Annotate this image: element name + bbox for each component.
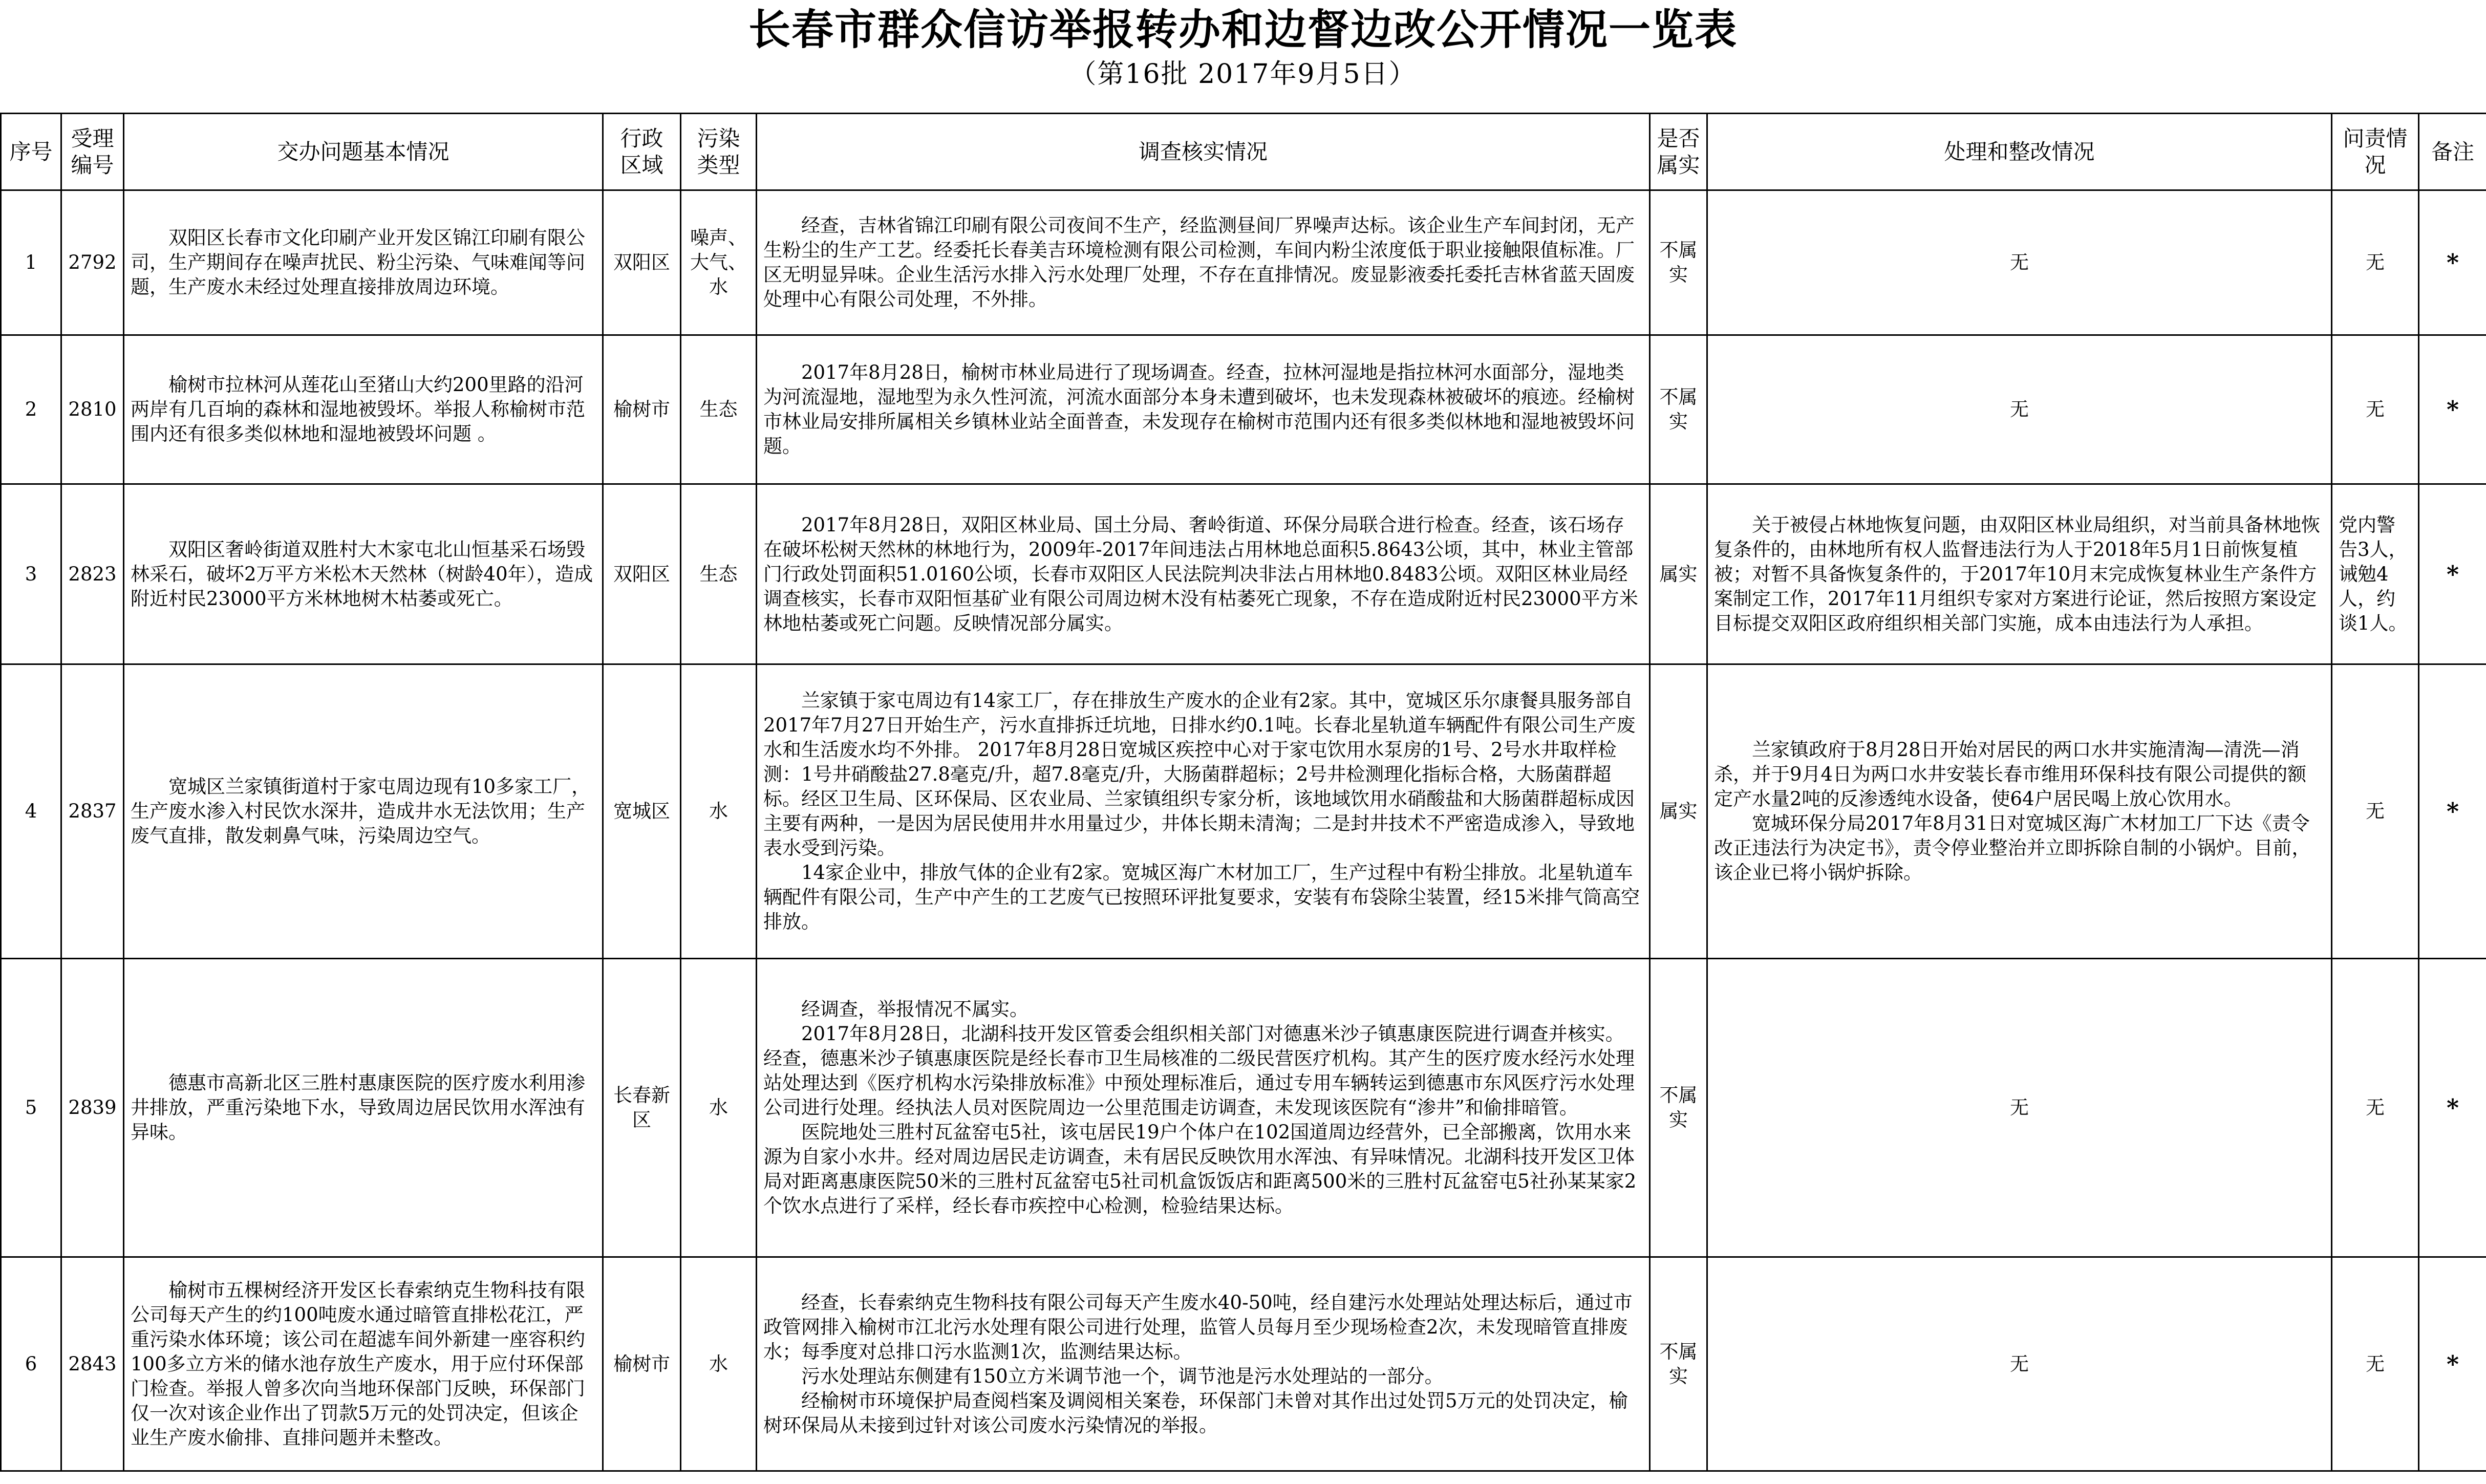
row-investigation-paragraph: 经榆树市环境保护局查阅档案及调阅相关案卷，环保部门未曾对其作出过处罚5万元的处罚决定，榆树环保局从未接到过针对该公司废水污染情况的举报。 — [763, 1389, 1628, 1436]
row-remark: * — [2419, 484, 2486, 664]
row-no: 4 — [1, 664, 61, 959]
page-subtitle: （第16批 2017年9月5日） — [1069, 59, 1417, 90]
row-truth: 不属实 — [1650, 1257, 1707, 1471]
header-region: 行政区域 — [603, 114, 681, 190]
row-problem — [124, 190, 603, 335]
table-row — [1, 1257, 2486, 1471]
header-problem: 交办问题基本情况 — [124, 114, 603, 190]
row-problem — [124, 959, 603, 1257]
table-row — [1, 664, 2486, 959]
row-handling-paragraph: 兰家镇政府于8月28日开始对居民的两口水井实施清淘—清洗—消杀，并于9月4日为两口水井安装长春市维用环保科技有限公司提供的额定产水量2吨的反渗透纯水设备，使64户居民喝上放心饮用水。 — [1714, 739, 2307, 810]
row-no: 3 — [1, 484, 61, 664]
row-no: 6 — [1, 1257, 61, 1471]
page-title: 长春市群众信访举报转办和边督边改公开情况一览表 — [748, 5, 1738, 54]
row-investigation-paragraph: 14家企业中，排放气体的企业有2家。宽城区海广木材加工厂，生产过程中有粉尘排放。北星轨道车辆配件有限公司，生产中产生的工艺废气已按照环评批复要求，安装有布袋除尘装置，经15米排气筒高空排放。 — [763, 862, 1640, 933]
row-accountability: 无 — [2332, 959, 2419, 1257]
row-investigation-paragraph: 医院地处三胜村瓦盆窑屯5社，该屯居民19户个体户在102国道周边经营外，已全部搬离，饮用水来源为自家小水井。经对周边居民走访调查，未有居民反映饮用水浑浊、有异味情况。北湖科技开发区卫体局对距离惠康医院50米的三胜村瓦盆窑屯5社司机盒饭饭店和距离500米的三胜村瓦盆窑屯5社孙某某家2个饮水点进行了采样，经长春市疾控中心检测，检验结果达标。 — [763, 1121, 1637, 1217]
row-investigation-paragraph: 2017年8月28日，北湖科技开发区管委会组织相关部门对德惠米沙子镇惠康医院进行调查并核实。经查，德惠米沙子镇惠康医院是经长春市卫生局核准的二级民营医疗机构。其产生的医疗废水经污水处理站处理达到《医疗机构水污染排放标准》中预处理标准后，通过专用车辆转运到德惠市东风医疗污水处理公司进行处理。经执法人员对医院周边一公里范围走访调查，未发现该医院有“渗井”和偷排暗管。 — [763, 1023, 1635, 1119]
row-id: 2810 — [61, 335, 124, 484]
row-remark: * — [2419, 335, 2486, 484]
row-remark: * — [2419, 190, 2486, 335]
row-accountability: 无 — [2332, 335, 2419, 484]
row-problem — [124, 664, 603, 959]
row-region: 双阳区 — [603, 484, 681, 664]
row-problem — [124, 1257, 603, 1471]
row-region: 榆树市 — [603, 335, 681, 484]
row-no: 1 — [1, 190, 61, 335]
row-truth: 不属实 — [1650, 959, 1707, 1257]
row-remark: * — [2419, 959, 2486, 1257]
row-id: 2792 — [61, 190, 124, 335]
table-row — [1, 484, 2486, 664]
header-accountability: 问责情况 — [2332, 114, 2419, 190]
row-id: 2843 — [61, 1257, 124, 1471]
row-no: 5 — [1, 959, 61, 1257]
row-investigation-paragraph: 经查，长春索纳克生物科技有限公司每天产生废水40-50吨，经自建污水处理站处理达标后，通过市政管网排入榆树市江北污水处理有限公司进行处理，监管人员每月至少现场检查2次，未发现暗管直排废水；每季度对总排口污水监测1次，监测结果达标。 — [763, 1291, 1633, 1363]
row-handling — [1707, 484, 2332, 664]
row-accountability: 无 — [2332, 1257, 2419, 1471]
row-region: 双阳区 — [603, 190, 681, 335]
row-investigation-paragraph: 经查，吉林省锦江印刷有限公司夜间不生产，经监测昼间厂界噪声达标。该企业生产车间封闭，无产生粉尘的生产工艺。经委托长春美吉环境检测有限公司检测，车间内粉尘浓度低于职业接触限值标准。厂区无明显异味。企业生活污水排入污水处理厂处理，不存在直排情况。废显影液委托委托吉林省蓝天固废处理中心有限公司处理，不外排。 — [763, 214, 1635, 310]
row-investigation-paragraph: 经调查，举报情况不属实。 — [801, 998, 1028, 1020]
row-investigation — [757, 190, 1650, 335]
row-pollution: 生态 — [681, 484, 757, 664]
header-id: 受理编号 — [61, 114, 124, 190]
row-handling-paragraph: 关于被侵占林地恢复问题，由双阳区林业局组织，对当前具备林地恢复条件的，由林地所有权人监督违法行为人于2018年5月1日前恢复植被；对暂不具备恢复条件的，于2017年10月末完成恢复林业生产条件方案制定工作，2017年11月组织专家对方案进行论证，然后按照方案设定目标提交双阳区政府组织相关部门实施，成本由违法行为人承担。 — [1714, 513, 2320, 634]
row-region: 宽城区 — [603, 664, 681, 959]
header-truth: 是否属实 — [1650, 114, 1707, 190]
row-no: 2 — [1, 335, 61, 484]
row-investigation-paragraph: 兰家镇于家屯周边有14家工厂，存在排放生产废水的企业有2家。其中，宽城区乐尔康餐具服务部自2017年7月27日开始生产，污水直排拆迁坑地，日排水约0.1吨。长春北星轨道车辆配件有限公司生产废水和生活废水均不外排。 2017年8月28日宽城区疾控中心对于家屯饮用水泵房的1号、2号水井取样检测：1号井硝酸盐27.8毫克/升，超7.8毫克/升，大肠菌群超标；2号井检测理化指标合格，大肠菌群超标。经区卫生局、区环保局、区农业局、兰家镇组织专家分析，该地域饮用水硝酸盐和大肠菌群超标成因主要有两种，一是因为居民使用井水用量过少，井体长期未清淘；二是封井技术不严密造成渗入，导致地表水受到污染。 — [763, 690, 1636, 859]
row-pollution: 水 — [681, 959, 757, 1257]
table-row — [1, 335, 2486, 484]
row-handling: 无 — [1707, 1257, 2332, 1471]
row-handling: 无 — [1707, 959, 2332, 1257]
row-id: 2839 — [61, 959, 124, 1257]
row-investigation-paragraph: 2017年8月28日，榆树市林业局进行了现场调查。经查，拉林河湿地是指拉林河水面部分，湿地类为河流湿地，湿地型为永久性河流，河流水面部分本身未遭到破坏，也未发现森林被破坏的痕迹。经榆树市林业局安排所属相关乡镇林业站全面普查，未发现存在榆树市范围内还有很多类似林地和湿地被毁坏问题。 — [763, 361, 1635, 457]
row-accountability: 无 — [2332, 190, 2419, 335]
table-row — [1, 190, 2486, 335]
row-investigation — [757, 959, 1650, 1257]
row-truth: 不属实 — [1650, 335, 1707, 484]
row-investigation — [757, 335, 1650, 484]
row-problem-paragraph: 宽城区兰家镇街道村于家屯周边现有10多家工厂，生产废水渗入村民饮水深井，造成井水无法饮用；生产废气直排，散发刺鼻气味，污染周边空气。 — [131, 776, 591, 847]
header-investigation: 调查核实情况 — [757, 114, 1650, 190]
row-region: 榆树市 — [603, 1257, 681, 1471]
row-pollution: 水 — [681, 664, 757, 959]
row-problem — [124, 484, 603, 664]
row-handling-paragraph: 宽城环保分局2017年8月31日对宽城区海广木材加工厂下达《责令改正违法行为决定书》，责令停业整治并立即拆除自制的小锅炉。目前，该企业已将小锅炉拆除。 — [1714, 812, 2311, 884]
row-pollution: 水 — [681, 1257, 757, 1471]
report-table — [0, 113, 2486, 1472]
row-problem-paragraph: 德惠市高新北区三胜村惠康医院的医疗废水利用渗井排放，严重污染地下水，导致周边居民饮用水浑浊有异味。 — [131, 1072, 585, 1143]
row-investigation-paragraph: 2017年8月28日，双阳区林业局、国土分局、奢岭街道、环保分局联合进行检查。经查，该石场存在破坏松树天然林的林地行为，2009年-2017年间违法占用林地总面积5.8643公顷，其中，林业主管部门行政处罚面积51.0160公顷，长春市双阳区人民法院判决非法占用林地0.8483公顷。双阳区林业局经调查核实，长春市双阳恒基矿业有限公司周边树木没有枯萎死亡现象，不存在造成附近村民23000平方米林地枯萎或死亡问题。反映情况部分属实。 — [763, 513, 1638, 634]
row-truth: 属实 — [1650, 664, 1707, 959]
row-accountability: 无 — [2332, 664, 2419, 959]
row-problem-paragraph: 双阳区奢岭街道双胜村大木家屯北山恒基采石场毁林采石，破坏2万平方米松木天然林（树龄40年），造成附近村民23000平方米林地树木枯萎或死亡。 — [131, 538, 593, 610]
row-handling — [1707, 664, 2332, 959]
row-investigation — [757, 664, 1650, 959]
row-remark: * — [2419, 664, 2486, 959]
row-accountability: 党内警告3人，诫勉4人，约谈1人。 — [2332, 484, 2419, 664]
header-handling: 处理和整改情况 — [1707, 114, 2332, 190]
header-pollution: 污染类型 — [681, 114, 757, 190]
row-truth: 不属实 — [1650, 190, 1707, 335]
header-no: 序号 — [1, 114, 61, 190]
row-truth: 属实 — [1650, 484, 1707, 664]
table-row — [1, 959, 2486, 1257]
row-investigation-paragraph: 污水处理站东侧建有150立方米调节池一个，调节池是污水处理站的一部分。 — [801, 1365, 1444, 1387]
row-problem-paragraph: 双阳区长春市文化印刷产业开发区锦江印刷有限公司，生产期间存在噪声扰民、粉尘污染、气味难闻等问题，生产废水未经过处理直接排放周边环境。 — [131, 227, 585, 298]
row-problem — [124, 335, 603, 484]
row-investigation — [757, 484, 1650, 664]
row-pollution: 噪声、大气、水 — [681, 190, 757, 335]
row-problem-paragraph: 榆树市五棵树经济开发区长春索纳克生物科技有限公司每天产生的约100吨废水通过暗管直排松花江，严重污染水体环境；该公司在超滤车间外新建一座容积约100多立方米的储水池存放生产废水，用于应付环保部门检查。举报人曾多次向当地环保部门反映，环保部门仅一次对该企业作出了罚款5万元的处罚决定，但该企业生产废水偷排、直排问题并未整改。 — [131, 1279, 585, 1449]
row-id: 2837 — [61, 664, 124, 959]
row-id: 2823 — [61, 484, 124, 664]
header-remark: 备注 — [2419, 114, 2486, 190]
row-handling: 无 — [1707, 190, 2332, 335]
table-header-row — [1, 114, 2486, 190]
row-remark: * — [2419, 1257, 2486, 1471]
row-problem-paragraph: 榆树市拉林河从莲花山至猪山大约200里路的沿河两岸有几百垧的森林和湿地被毁坏。举报人称榆树市范围内还有很多类似林地和湿地被毁坏问题 。 — [131, 374, 585, 445]
row-investigation — [757, 1257, 1650, 1471]
row-pollution: 生态 — [681, 335, 757, 484]
row-handling: 无 — [1707, 335, 2332, 484]
row-region: 长春新区 — [603, 959, 681, 1257]
